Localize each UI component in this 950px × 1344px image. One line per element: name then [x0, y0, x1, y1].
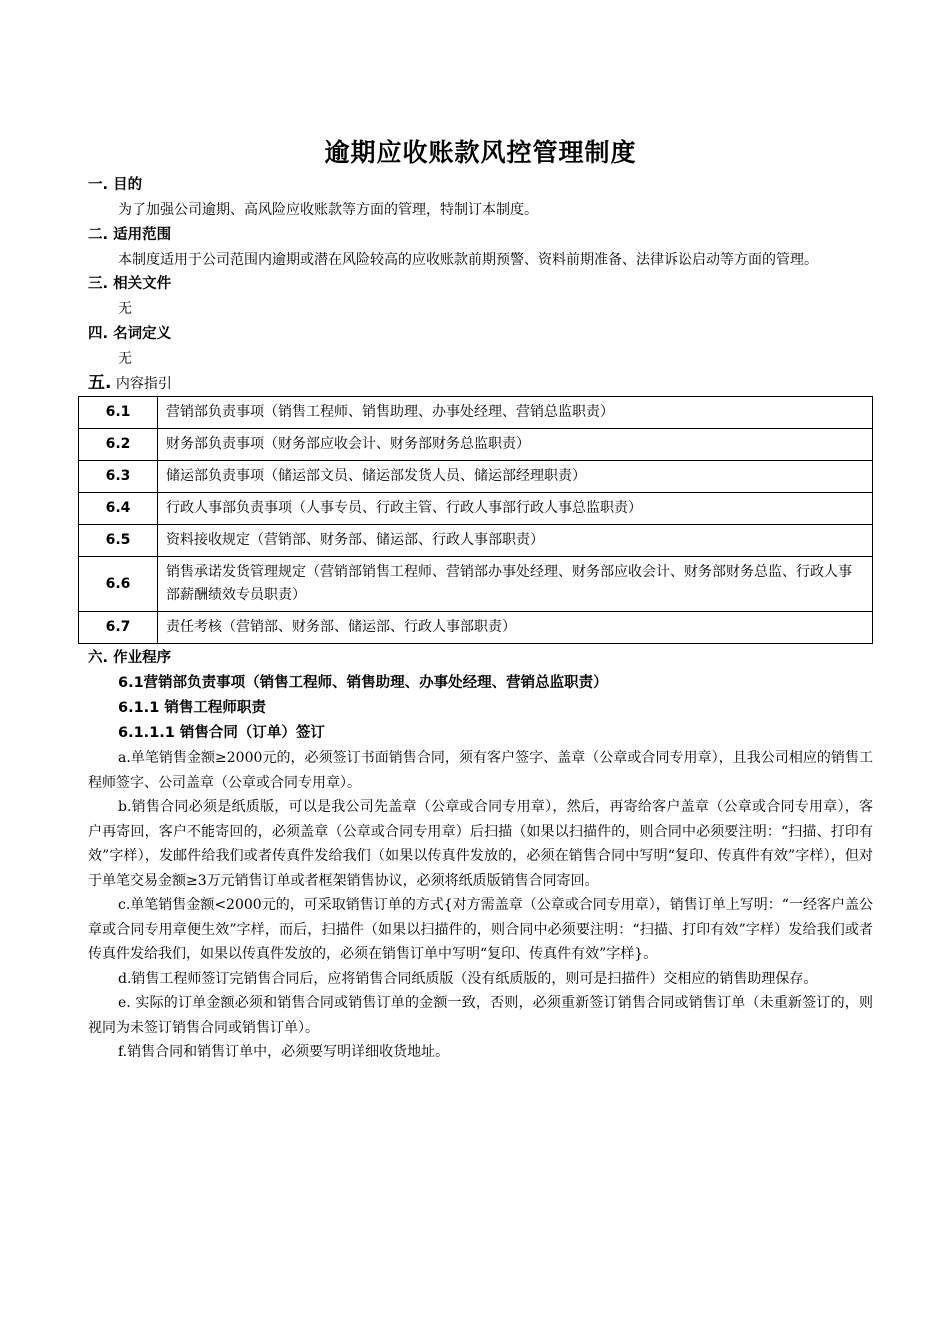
toc-number: 6.5 — [79, 525, 158, 557]
section-heading-6: 六. 作业程序 — [88, 650, 172, 666]
section-heading-3: 三. 相关文件 — [88, 276, 172, 292]
table-row — [79, 612, 873, 644]
table-row — [79, 557, 873, 612]
clause-b: b.销售合同必须是纸质版，可以是我公司先盖章（公章或合同专用章），然后，再寄给客户盖章（公章或合同专用章），客户再寄回，客户不能寄回的，必须盖章（公章或合同专用章）后扫描（如果以扫描件的，则合同中必须要注明：“扫描、打印有效”字样），发邮件给我们或者传真件发给我们（如果以传真件发放的，必须在销售合同中写明“复印、传真件有效”字样），但对于单笔交易金额≥3万元销售订单或者框架销售协议，必须将纸质版销售合同寄回。 — [88, 799, 873, 889]
document-page — [88, 0, 873, 1065]
section-heading-4: 四. 名词定义 — [88, 325, 172, 342]
section-body-1: 为了加强公司逾期、高风险应收账款等方面的管理，特制订本制度。 — [118, 202, 538, 218]
table-row — [79, 397, 873, 429]
toc-description: 资料接收规定（营销部、财务部、储运部、行政人事部职责） — [158, 525, 873, 557]
toc-description: 储运部负责事项（储运部文员、储运部发货人员、储运部经理职责） — [158, 461, 873, 493]
subsection-6-1-1-1-heading: 6.1.1.1 销售合同（订单）签订 — [118, 725, 325, 741]
toc-number: 6.6 — [79, 557, 158, 612]
table-row — [79, 525, 873, 557]
section-heading-2: 二. 适用范围 — [88, 226, 172, 243]
toc-description: 行政人事部负责事项（人事专员、行政主管、行政人事部行政人事总监职责） — [158, 493, 873, 525]
table-row — [79, 429, 873, 461]
toc-description: 销售承诺发货管理规定（营销部销售工程师、营销部办事处经理、财务部应收会计、财务部财务总监、行政人事部薪酬绩效专员职责） — [158, 557, 873, 612]
clause-c: c.单笔销售金额<2000元的，可采取销售订单的方式{对方需盖章（公章或合同专用章），销售订单上写明：“一经客户盖公章或合同专用章便生效”字样，而后，扫描件（如果以扫描件的，则合同中必须要注明：“扫描、打印有效”字样）发给我们或者传真件发给我们，如果以传真件发放的，必须在销售订单中写明“复印、传真件有效”字样}。 — [88, 897, 873, 962]
content-guide-table — [78, 396, 873, 644]
section-body-2: 本制度适用于公司范围内逾期或潜在风险较高的应收账款前期预警、资料前期准备、法律诉讼启动等方面的管理。 — [118, 251, 818, 268]
table-row — [79, 493, 873, 525]
toc-description: 营销部负责事项（销售工程师、销售助理、办事处经理、营销总监职责） — [158, 397, 873, 429]
clause-e: e. 实际的订单金额必须和销售合同或销售订单的金额一致，否则，必须重新签订销售合同或销售订单（未重新签订的，则视同为未签订销售合同或销售订单）。 — [88, 995, 873, 1036]
clause-d: d.销售工程师签订完销售合同后，应将销售合同纸质版（没有纸质版的，则可是扫描件）交相应的销售助理保存。 — [118, 970, 818, 987]
clause-a: a.单笔销售金额≥2000元的，必须签订书面销售合同，须有客户签字、盖章（公章或合同专用章），且我公司相应的销售工程师签字、公司盖章（公章或合同专用章）。 — [88, 750, 873, 791]
section-heading-1: 一. 目的 — [88, 177, 143, 193]
section-body-4: 无 — [118, 350, 132, 367]
toc-number: 6.3 — [79, 461, 158, 493]
toc-description: 责任考核（营销部、财务部、储运部、行政人事部职责） — [158, 612, 873, 644]
document-title: 逾期应收账款风控管理制度 — [324, 138, 637, 167]
section-heading-5: 五. 内容指引 — [88, 373, 172, 393]
toc-number: 6.7 — [79, 612, 158, 644]
toc-description: 财务部负责事项（财务部应收会计、财务部财务总监职责） — [158, 429, 873, 461]
toc-number: 6.4 — [79, 493, 158, 525]
toc-number: 6.2 — [79, 429, 158, 461]
section-body-3: 无 — [118, 301, 132, 317]
subsection-6-1-1-heading: 6.1.1 销售工程师职责 — [118, 700, 266, 716]
table-row — [79, 461, 873, 493]
subsection-6-1-heading: 6.1营销部负责事项（销售工程师、销售助理、办事处经理、营销总监职责） — [118, 675, 608, 691]
toc-number: 6.1 — [79, 397, 158, 429]
clause-f: f.销售合同和销售订单中，必须要写明详细收货地址。 — [118, 1044, 450, 1060]
